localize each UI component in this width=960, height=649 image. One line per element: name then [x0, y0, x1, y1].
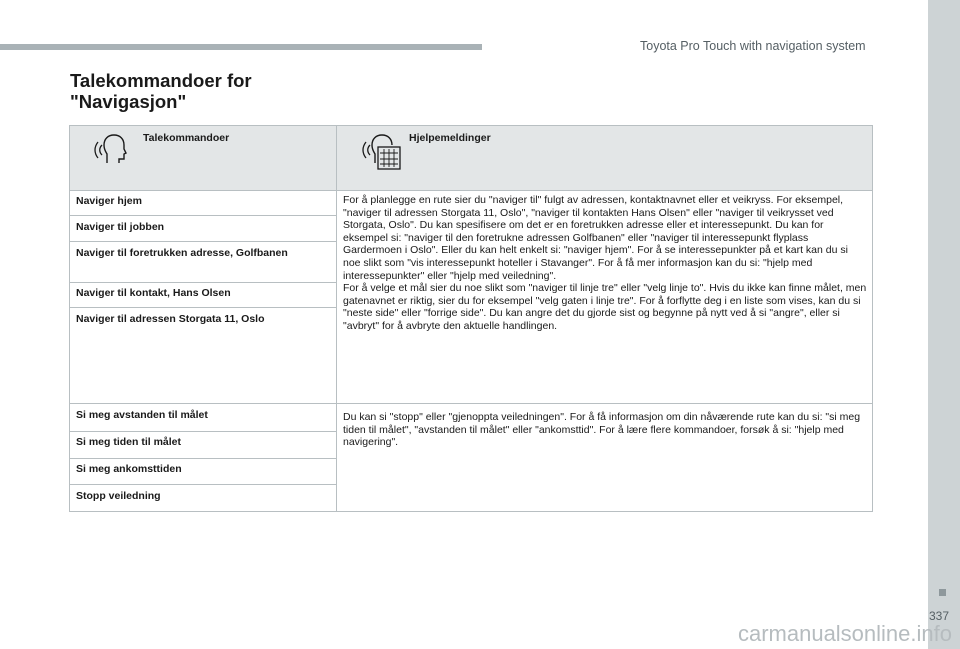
top-rule: [0, 44, 482, 50]
page-marker: [939, 589, 946, 596]
command-item: Naviger til foretrukken adresse, Golfbanen: [76, 247, 288, 259]
column-divider: [336, 190, 337, 512]
header-commands: [70, 126, 337, 190]
group-divider: [70, 403, 872, 404]
voice-help-icon: [361, 133, 403, 171]
help-text-guidance: Du kan si "stopp" eller "gjenoppta veiledningen". For å få informasjon om din nåværende rute kan du si: "si meg tiden til målet", "avstanden til målet" eller "ankomsttid". For å lære flere kommandoer, forsøk å si: "hjelp med navigering".: [343, 411, 861, 449]
command-item: Naviger til adressen Storgata 11, Oslo: [76, 313, 265, 325]
footer-watermark: carmanualsonline.info: [737, 621, 952, 646]
help-text-paragraph: For å planlegge en rute sier du "naviger til" fulgt av adressen, kontaktnavnet eller et veikryss. For eksempel, "naviger til adressen Storgata 11, Oslo", "naviger til kontakten Hans Olsen" eller "naviger til veikrysset ved Storgata, Oslo". Du kan spesifisere om det er en foretrukken adresse eller et interessepunkt. Du kan for eksempel si: "naviger til den foretrukne adressen Golfbanen" eller "naviger til interessepunkt flyplass Gardermoen i Oslo". Eller du kan helt enkelt si: "naviger hjem". For å se interessepunkter på et kart kan du si noe slikt som "vis interessepunkt hoteller i Stavanger". For å få mer informasjon kan du si: "hjelp med interessepunkter" eller "hjelp med veiledning".: [343, 194, 848, 282]
row-divider: [70, 241, 336, 242]
command-item: Naviger til jobben: [76, 221, 165, 233]
command-item: Si meg avstanden til målet: [76, 409, 208, 421]
page-number: 337: [929, 609, 950, 623]
command-item: Stopp veiledning: [76, 490, 161, 502]
section-title: [70, 70, 252, 112]
row-divider: [70, 484, 336, 485]
row-divider: [70, 215, 336, 216]
row-divider: [70, 307, 336, 308]
help-text-paragraph: For å velge et mål sier du noe slikt som "naviger til linje tre" eller "velg linje to". Hvis du ikke kan finne målet, men gatenavnet er riktig, sier du for eksempel "velg gaten i linje tre". For å forflytte deg i en liste som vises, kan du si "neste side" eller "forrige side". Du kan angre det du gjorde sist og begynne på nytt ved å si "angre", eller si "avbryt" for å avbryte den aktuelle handlingen.: [343, 282, 867, 332]
command-item: Si meg tiden til målet: [76, 436, 182, 448]
row-divider: [70, 458, 336, 459]
row-divider: [70, 431, 336, 432]
voice-command-icon: [92, 133, 128, 167]
command-item: Naviger til kontakt, Hans Olsen: [76, 287, 231, 299]
command-item: Si meg ankomsttiden: [76, 463, 182, 475]
row-divider: [70, 282, 336, 283]
header-help-label: Hjelpemeldinger: [409, 132, 491, 144]
running-header: Toyota Pro Touch with navigation system: [640, 39, 866, 53]
header-commands-label: Talekommandoer: [143, 132, 230, 144]
command-item: Naviger hjem: [76, 195, 142, 207]
voice-command-table: [69, 125, 873, 512]
section-title-line1: Talekommandoer for: [70, 70, 252, 91]
help-text-navigation: [343, 194, 867, 333]
header-help: [337, 126, 872, 190]
row-divider: [70, 190, 872, 191]
side-strip: [928, 0, 960, 649]
section-title-line2: "Navigasjon": [70, 91, 187, 112]
